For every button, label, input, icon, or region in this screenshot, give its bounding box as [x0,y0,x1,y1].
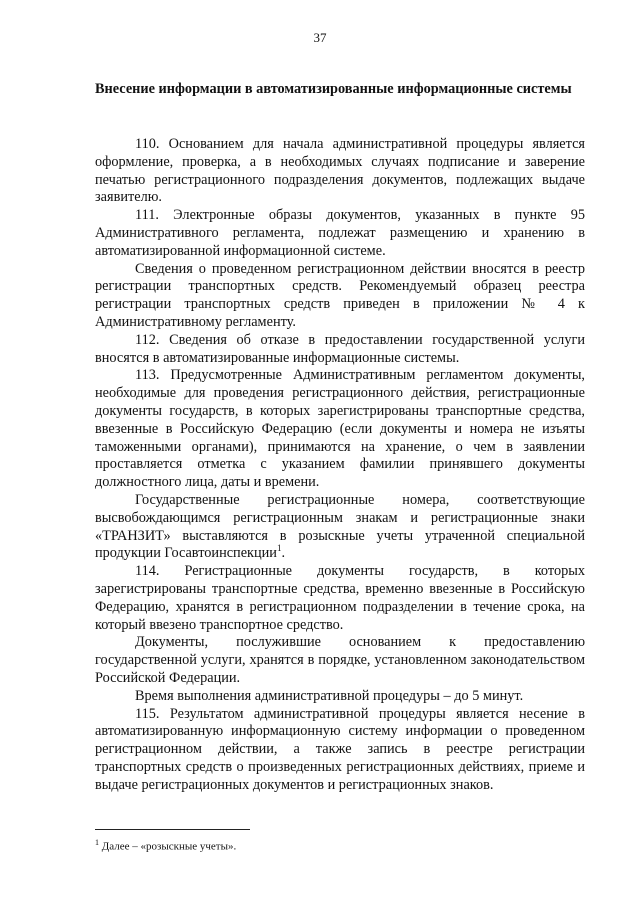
paragraph-registry-info: Сведения о проведенном регистрационном действии вносятся в реестр регистрации транспортных средств. Рекомендуемый образец реестра регистрации транспортных средств приведен в приложении № 4 к Административному регламенту. [95,260,585,330]
paragraph-execution-time: Время выполнения административной процедуры – до 5 минут. [135,687,524,704]
paragraph-110: 110. Основанием для начала административной процедуры является оформление, проверка, а в необходимых случаях подписание и заверение печатью регистрационного подразделения документов, подлежащих выдаче заявителю. [95,136,585,206]
footnote-marker: 1 [95,838,99,847]
paragraph-111: 111. Электронные образы документов, указанных в пункте 95 Административного регламента, подлежат размещению и хранению в автоматизированной информационной системе. [95,207,585,259]
paragraph-documents-storage: Документы, послужившие основанием к предоставлению государственной услуги, хранятся в порядке, установленном законодательством Российской Федерации. [95,634,585,686]
footnote [95,836,236,854]
paragraph-end-period: . [281,545,286,562]
document-body [95,136,585,794]
paragraph-112: 112. Сведения об отказе в предоставлении государственной услуги вносятся в автоматизированные информационные системы. [95,331,585,366]
paragraph-text: Государственные регистрационные номера, соответствующие высвобождающимся регистрационным знакам и регистрационные знаки «ТРАНЗИТ» выставляются в розыскные учеты утраченной специальной продукции Госавтоинспекции [95,491,585,562]
footnote-text: Далее – «розыскные учеты». [99,840,237,853]
paragraph-113: 113. Предусмотренные Административным регламентом документы, необходимые для проведения регистрационного действия, регистрационные документы государств, в которых зарегистрированы транспортные средства, ввезенные в Российскую Федерацию (если документы и номера не изъяты таможенными органами), принимаются на хранение, о чем в заявлении проставляется отметка с указанием фамилии принявшего документы должностного лица, даты и времени. [95,367,585,491]
paragraph-registration-plates [95,492,585,563]
page-number: 37 [313,30,327,45]
paragraph-114: 114. Регистрационные документы государств, в которых зарегистрированы транспортные средства, временно ввезенные в Российскую Федерацию, хранятся в регистрационном подразделении в течение срока, на который ввезено транспортное средство. [95,563,585,633]
paragraph-115: 115. Результатом административной процедуры является несение в автоматизированную информационную систему информации о проведенном регистрационном действии, а также запись в реестре регистрации транспортных средств о произведенных регистрационных действиях, приеме и выдаче регистрационных документов и регистрационных знаков. [95,705,585,793]
footnote-reference: 1 [276,543,282,554]
section-title: Внесение информации в автоматизированные информационные системы [95,81,572,97]
footnote-divider [95,829,250,830]
